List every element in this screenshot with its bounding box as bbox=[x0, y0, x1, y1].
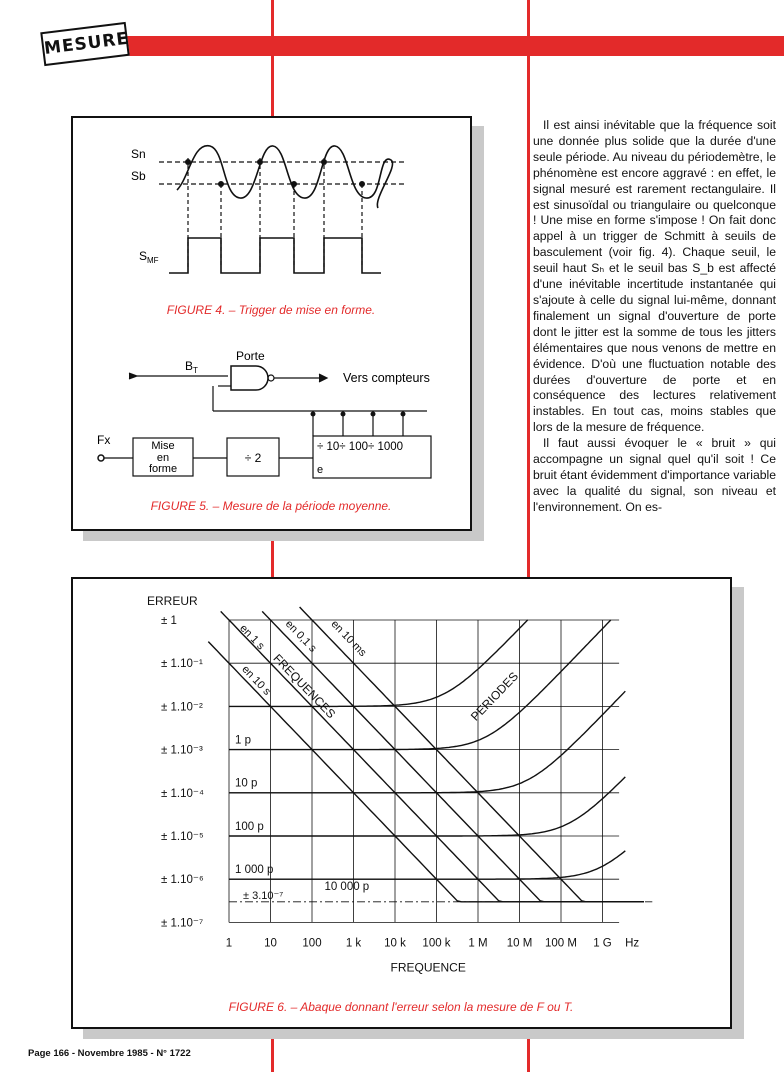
x-tick-label: 10 k bbox=[384, 937, 406, 950]
header-banner bbox=[88, 36, 784, 56]
x-tick-label: 10 M bbox=[506, 937, 533, 950]
fig5-label-bt: $B_T$ bbox=[185, 359, 198, 375]
word-periodes: PERIODES bbox=[467, 669, 522, 724]
gate-label-0-1s: en 0,1 s bbox=[282, 618, 319, 655]
limit-label: ± 3.10⁻⁷ bbox=[243, 889, 284, 902]
fig4-label-smf: $S_{MF}$ bbox=[139, 249, 159, 265]
x-unit-label: Hz bbox=[625, 937, 640, 950]
fig5-mise-line1: Mise bbox=[151, 440, 175, 452]
x-axis-title: FREQUENCE bbox=[390, 960, 466, 975]
freq-curve-10s bbox=[208, 642, 644, 902]
y-tick-label: ± 1.10⁻¹ bbox=[161, 658, 203, 671]
fig5-label-vers: Vers compteurs bbox=[343, 371, 430, 385]
figure-5-caption: FIGURE 5. – Mesure de la période moyenne. bbox=[150, 499, 392, 513]
y-axis-title: ERREUR bbox=[147, 594, 198, 608]
figure-4-caption: FIGURE 4. – Trigger de mise en forme. bbox=[166, 303, 376, 317]
y-tick-label: ± 1.10⁻⁶ bbox=[161, 874, 204, 887]
article-paragraph-2: Il faut aussi évoquer le « bruit » qui accompagne un signal quel qu'il soit ! Ce bruit étant évidemment d'importance variable avec la qualité du signal, son niveau et l'environnement. On es- bbox=[533, 436, 776, 514]
fig5-div2: ÷ 2 bbox=[244, 451, 262, 465]
word-frequences: FREQUENCES bbox=[270, 651, 339, 722]
section-tag: MESURE bbox=[40, 22, 130, 66]
y-tick-label: ± 1.10⁻² bbox=[161, 701, 203, 714]
x-tick-label: 100 k bbox=[422, 937, 451, 950]
figure-6-caption: FIGURE 6. – Abaque donnant l'erreur selon la mesure de F ou T. bbox=[228, 1000, 574, 1014]
fig4-label-sb: Sb bbox=[131, 169, 146, 183]
fig5-div10: ÷ 10÷ 100÷ 1000 bbox=[317, 441, 404, 453]
fig5-input-e: e bbox=[317, 464, 324, 476]
y-tick-label: ± 1 bbox=[161, 615, 177, 627]
fig4-label-sn: Sn bbox=[131, 147, 146, 161]
fig5-mise-line3: forme bbox=[148, 463, 178, 475]
y-tick-label: ± 1.10⁻⁷ bbox=[161, 917, 204, 930]
period-count-label: 10 p bbox=[235, 777, 258, 790]
y-tick-label: ± 1.10⁻³ bbox=[161, 744, 203, 757]
period-curve bbox=[229, 620, 611, 750]
period-curve bbox=[229, 851, 625, 879]
figure-6-drawing bbox=[73, 579, 730, 1027]
x-tick-label: 10 bbox=[264, 937, 277, 950]
fig5-label-fx: Fx bbox=[97, 433, 111, 447]
x-tick-label: 1 G bbox=[593, 937, 612, 950]
figure-4-5-drawing bbox=[73, 118, 470, 529]
period-count-label: 100 p bbox=[235, 820, 264, 833]
x-tick-label: 100 M bbox=[545, 937, 577, 950]
gate-label-10s: en 10 s bbox=[239, 663, 273, 698]
article-paragraph-1: Il est ainsi inévitable que la fréquence soit une donnée plus solide que la durée d'une seule période. Au niveau du périodemètre, le phénomène est encore aggravé : en effet, le signal mesuré est rarement rectangulaire. Il est sinusoïdal ou triangulaire ou quelconque ! Une mise en forme s'impose ! On fait donc appel à un trigger de Schmitt à seuils de basculement (voir fig. 4). Chaque seuil, le seuil haut Sₕ et le seuil bas S_b est affecté d'une inévitable incertitude instantanée qui s'ajoute à celle du signal lui-même, donnant finalement un signal d'ouverture de porte dont le jitter est la somme de tous les jitters élémentaires que nous venons de mettre en évidence. D'où une fluctuation notable des durées d'ouverture de porte et en conséquence des lectures relativement instables. En tout cas, moins stables que lors de la mesure de fréquence. bbox=[533, 118, 776, 435]
fig5-label-porte: Porte bbox=[236, 349, 265, 363]
x-tick-label: 100 bbox=[302, 937, 322, 950]
y-tick-label: ± 1.10⁻⁴ bbox=[161, 787, 204, 800]
period-count-label: 1 000 p bbox=[235, 864, 274, 877]
x-tick-label: 1 M bbox=[468, 937, 488, 950]
y-tick-label: ± 1.10⁻⁵ bbox=[161, 831, 204, 843]
figure-4-5-box bbox=[71, 116, 472, 531]
gate-label-10ms: en 10 ms bbox=[328, 618, 369, 660]
fig5-mise-line2: en bbox=[156, 452, 170, 464]
x-tick-label: 1 k bbox=[345, 937, 362, 950]
gate-label-1s: en 1 s bbox=[237, 622, 267, 653]
period-count-label: 1 p bbox=[235, 734, 251, 747]
x-tick-label: 1 bbox=[225, 937, 233, 950]
figure-6-box bbox=[71, 577, 732, 1029]
period-count-label: 10 000 p bbox=[324, 880, 370, 893]
page-footer: Page 166 - Novembre 1985 - N° 1722 bbox=[28, 1048, 191, 1059]
freq-curve-10ms bbox=[300, 607, 644, 902]
article-column bbox=[533, 118, 776, 516]
